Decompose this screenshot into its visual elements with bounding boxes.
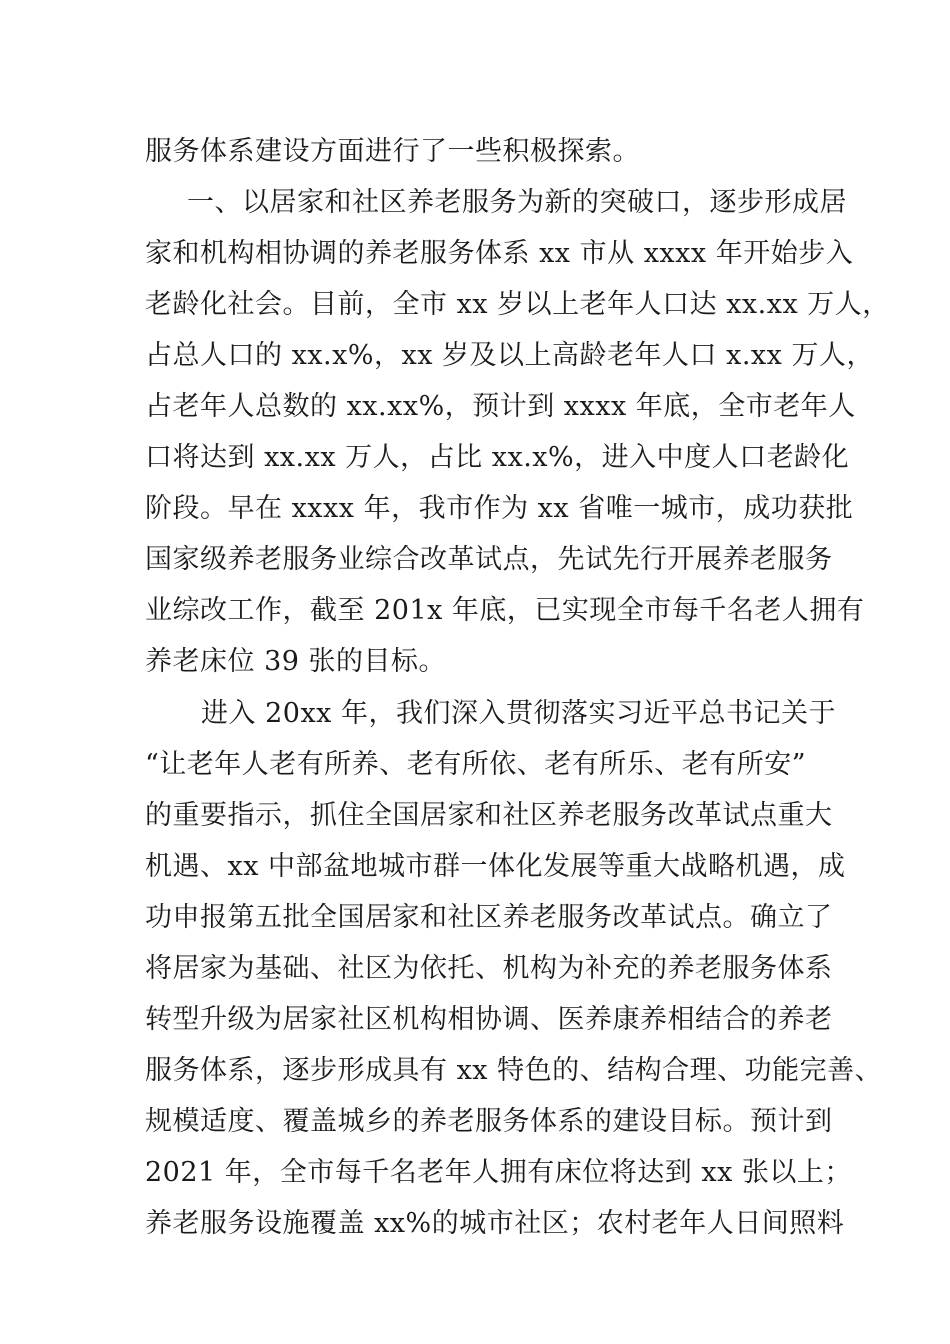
- text-line-20: 规模适度、覆盖城乡的养老服务体系的建设目标。预计到: [145, 1106, 833, 1137]
- text-line-18: 转型升级为居家社区机构相协调、医养康养相结合的养老: [145, 1004, 833, 1035]
- text-line-1: 服务体系建设方面进行了一些积极探索。: [145, 136, 640, 167]
- text-line-14: 的重要指示，抓住全国居家和社区养老服务改革试点重大: [145, 800, 833, 831]
- text-line-6: 占老年人总数的 xx.xx%，预计到 xxxx 年底，全市老年人: [145, 391, 856, 422]
- text-line-3: 家和机构相协调的养老服务体系 xx 市从 xxxx 年开始步入: [145, 238, 854, 269]
- text-line-17: 将居家为基础、社区为依托、机构为补充的养老服务体系: [145, 953, 833, 984]
- text-line-4: 老龄化社会。目前，全市 xx 岁以上老年人口达 xx.xx 万人，: [145, 289, 890, 320]
- text-line-11: 养老床位 39 张的目标。: [145, 646, 447, 677]
- text-line-10: 业综改工作，截至 201x 年底，已实现全市每千名老人拥有: [145, 595, 865, 626]
- text-line-12: 进入 20xx 年，我们深入贯彻落实习近平总书记关于: [201, 698, 836, 729]
- text-line-19: 服务体系，逐步形成具有 xx 特色的、结构合理、功能完善、: [145, 1055, 883, 1086]
- text-line-2: 一、以居家和社区养老服务为新的突破口，逐步形成居: [187, 187, 847, 218]
- text-line-5: 占总人口的 xx.x%，xx 岁及以上高龄老年人口 x.xx 万人，: [145, 340, 874, 371]
- text-line-7: 口将达到 xx.xx 万人，占比 xx.x%，进入中度人口老龄化: [145, 442, 850, 473]
- text-line-8: 阶段。早在 xxxx 年，我市作为 xx 省唯一城市，成功获批: [145, 493, 854, 524]
- text-line-16: 功申报第五批全国居家和社区养老服务改革试点。确立了: [145, 902, 833, 933]
- text-line-15: 机遇、xx 中部盆地城市群一体化发展等重大战略机遇，成: [145, 851, 846, 882]
- text-line-22: 养老服务设施覆盖 xx%的城市社区；农村老年人日间照料: [145, 1208, 845, 1239]
- text-line-9: 国家级养老服务业综合改革试点，先试先行开展养老服务: [145, 544, 833, 575]
- text-line-13: “让老年人老有所养、老有所依、老有所乐、老有所安”: [145, 749, 807, 780]
- text-line-21: 2021 年，全市每千名老年人拥有床位将达到 xx 张以上；: [145, 1157, 852, 1188]
